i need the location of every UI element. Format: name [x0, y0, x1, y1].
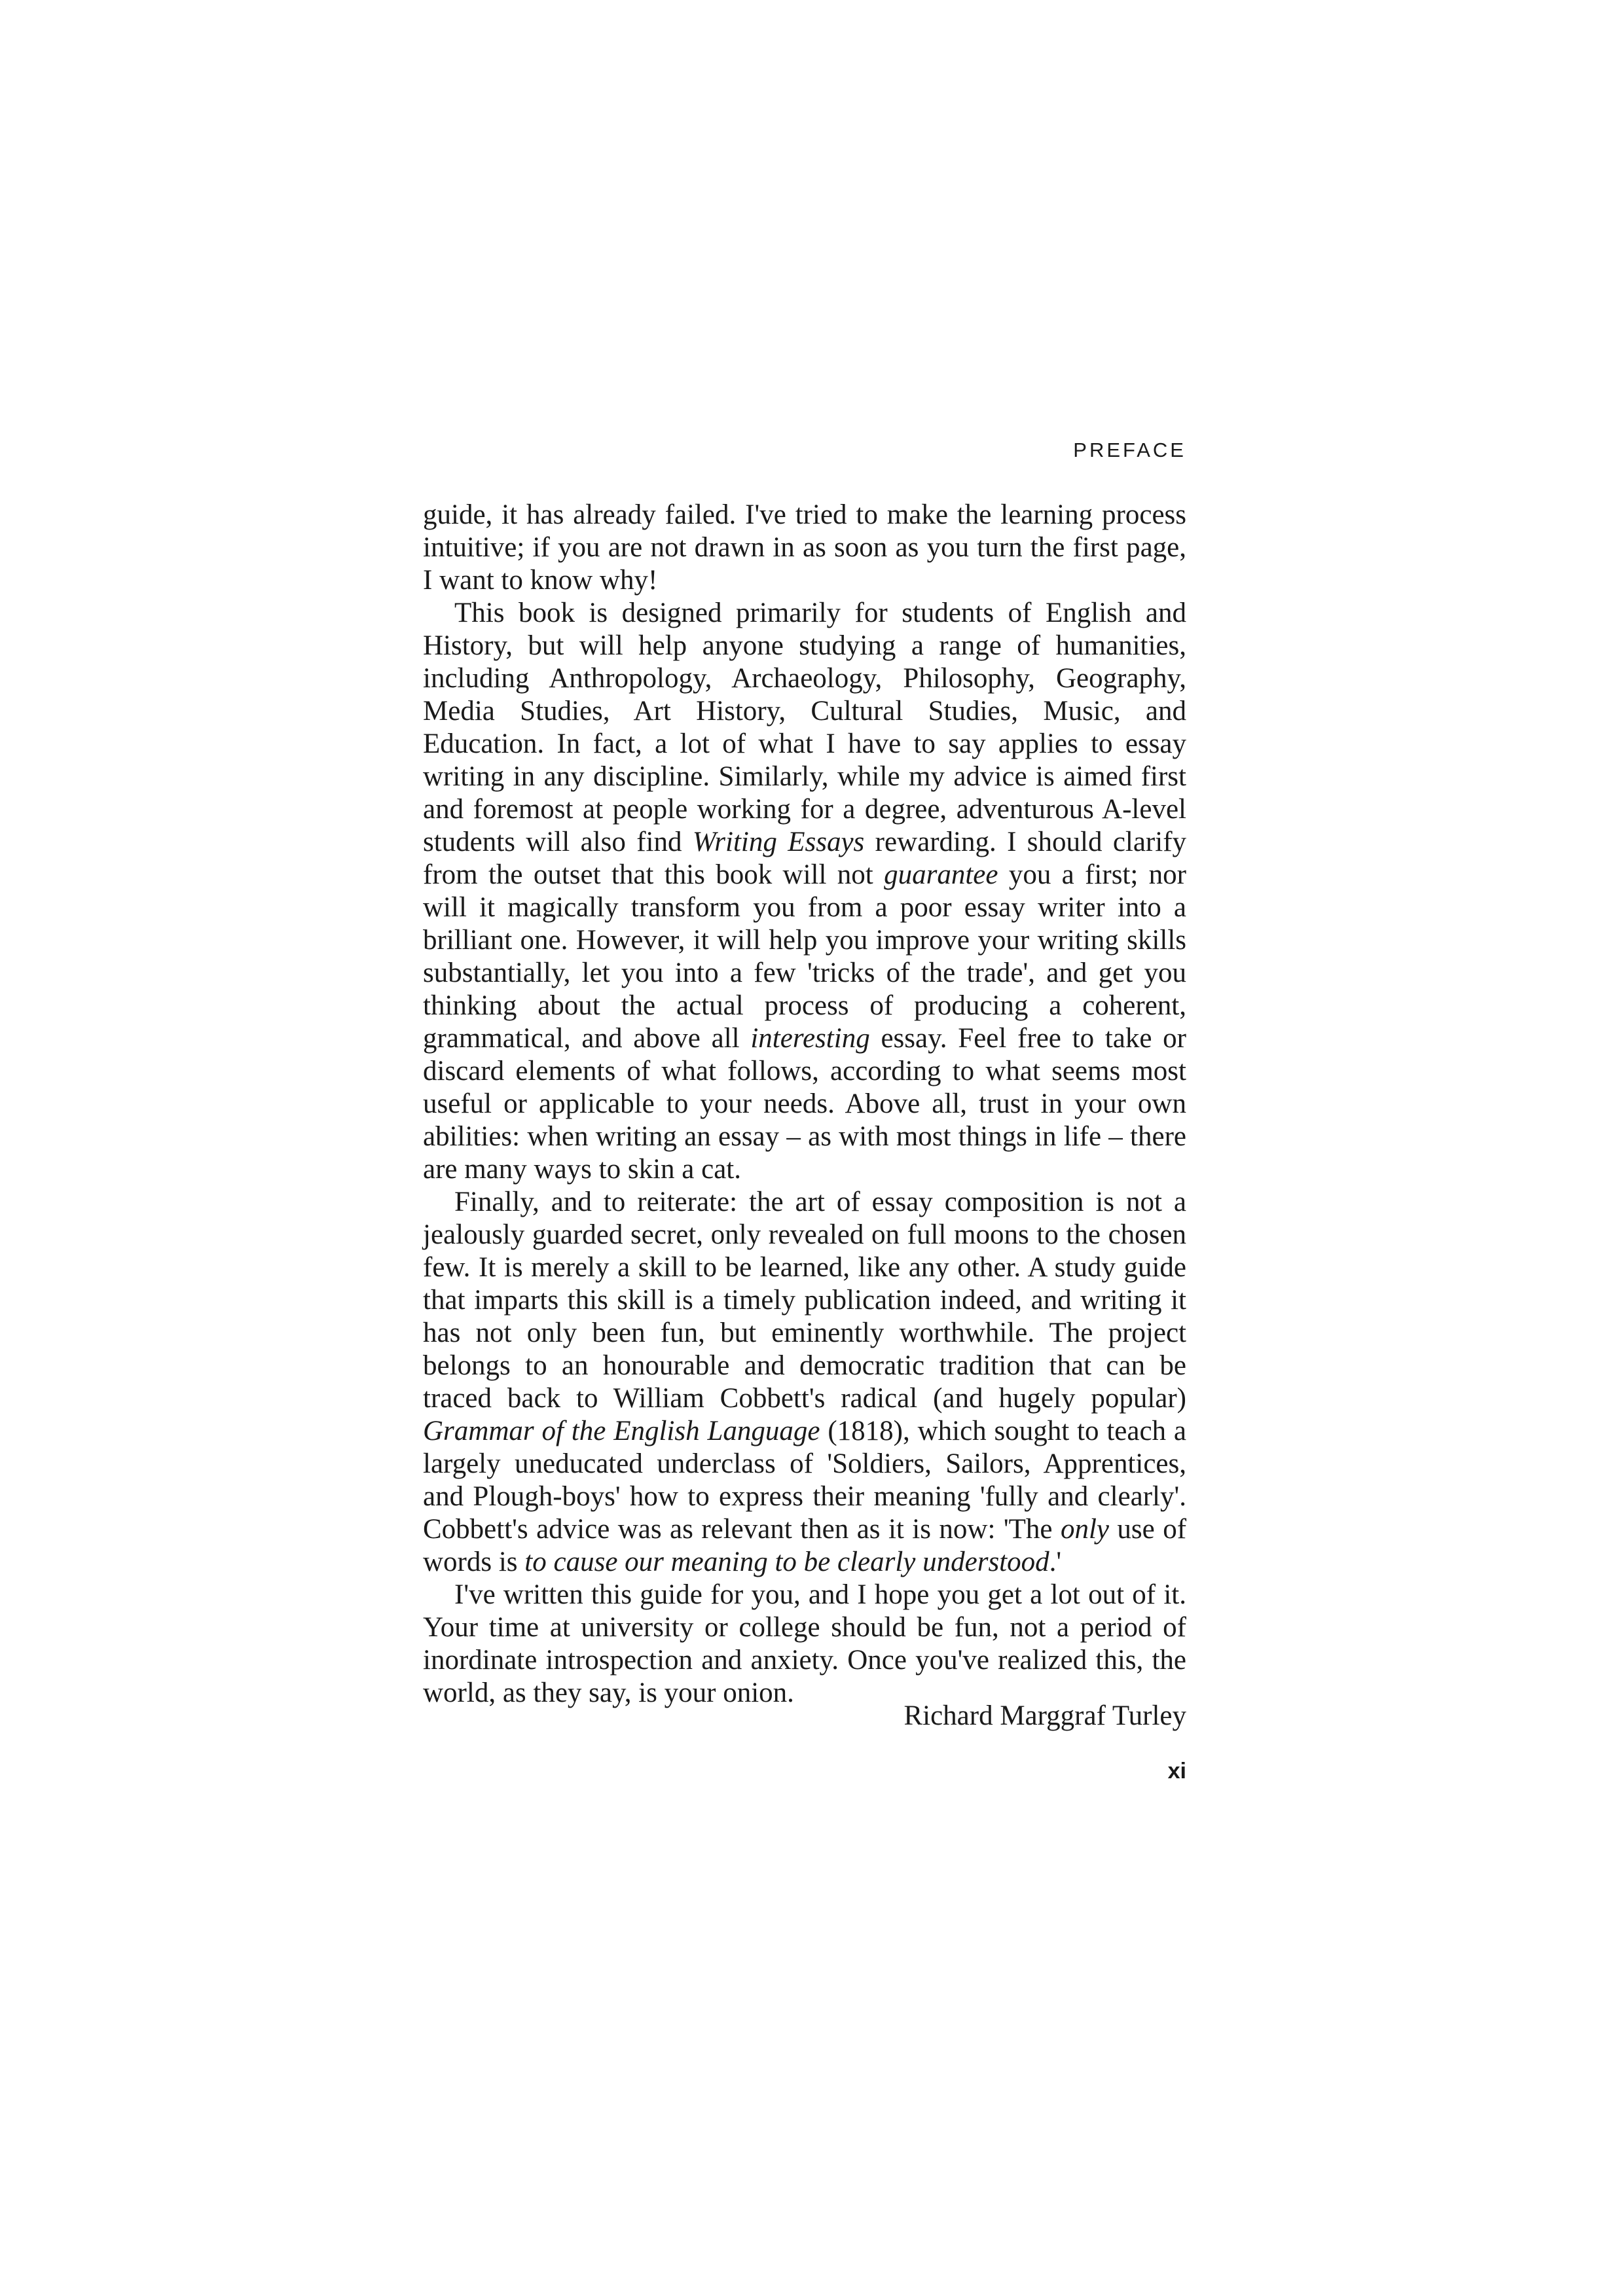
paragraph-3: [423, 1186, 1186, 1579]
text-run: I've written this guide for you, and I hope you get a lot out of it. Your time at university or college should be fun, not a period of inordinate introspection and anxiety. Once you've realized this, the world, as they say, is your onion.: [423, 1579, 1186, 1708]
italic-text: to cause our meaning to be clearly understood: [524, 1547, 1049, 1577]
text-run: This book is designed primarily for students of English and History, but will help anyone studying a range of humanities, including Anthropology, Archaeology, Philosophy, Geography, Media Studies, Art History, Cultural Studies, Music, and Education. In fact, a lot of what I have to say applies to essay writing in any discipline. Similarly, while my advice is aimed first and foremost at people working for a degree, adventurous A-level students will also find: [423, 598, 1186, 857]
italic-text: Writing Essays: [692, 827, 865, 857]
paragraph-2: [423, 597, 1186, 1186]
text-run: rewarding. I should clarify from the outset that this book will not: [423, 827, 1187, 890]
paragraph-1: [423, 499, 1186, 597]
italic-text: only: [1060, 1514, 1109, 1545]
text-run: (1818), which sought to teach a largely uneducated underclass of 'Soldiers, Sailors, Apprentices, and Plough-boys' how to express their meaning 'fully and clearly'. Cobbett's advice was as relevant then as it is now: 'The: [423, 1416, 1187, 1545]
text-run: .': [1049, 1547, 1062, 1577]
running-head: PREFACE: [1073, 439, 1186, 461]
italic-text: interesting: [750, 1023, 870, 1054]
text-run: essay. Feel free to take or discard elements of what follows, according to what seems most useful or applicable to your needs. Above all, trust in your own abilities: when writing an essay – as with most things in life – there are many ways to skin a cat.: [423, 1023, 1186, 1185]
author-signature: Richard Marggraf Turley: [903, 1700, 1186, 1731]
page-number: xi: [1167, 1759, 1186, 1784]
text-run: guide, it has already failed. I've tried to make the learning process intuitive; if you are not drawn in as soon as you turn the first page, I want to know why!: [423, 499, 1186, 596]
italic-text: Grammar of the English Language: [423, 1416, 820, 1446]
text-run: you a first; nor will it magically transform you from a poor essay writer into a brilliant one. However, it will help you improve your writing skills substantially, let you into a few 'tricks of the trade', and get you thinking about the actual process of producing a coherent, grammatical, and above all: [423, 859, 1186, 1054]
paragraph-4: [423, 1579, 1186, 1710]
preface-body: [423, 499, 1186, 1710]
text-run: Finally, and to reiterate: the art of essay composition is not a jealously guarded secret, only revealed on full moons to the chosen few. It is merely a skill to be learned, like any other. A study guide that imparts this skill is a timely publication indeed, and writing it has not only been fun, but eminently worthwhile. The project belongs to an honourable and democratic tradition that can be traced back to William Cobbett's radical (and hugely popular): [423, 1187, 1186, 1414]
italic-text: guarantee: [884, 859, 998, 890]
text-run: use of words is: [423, 1514, 1187, 1577]
